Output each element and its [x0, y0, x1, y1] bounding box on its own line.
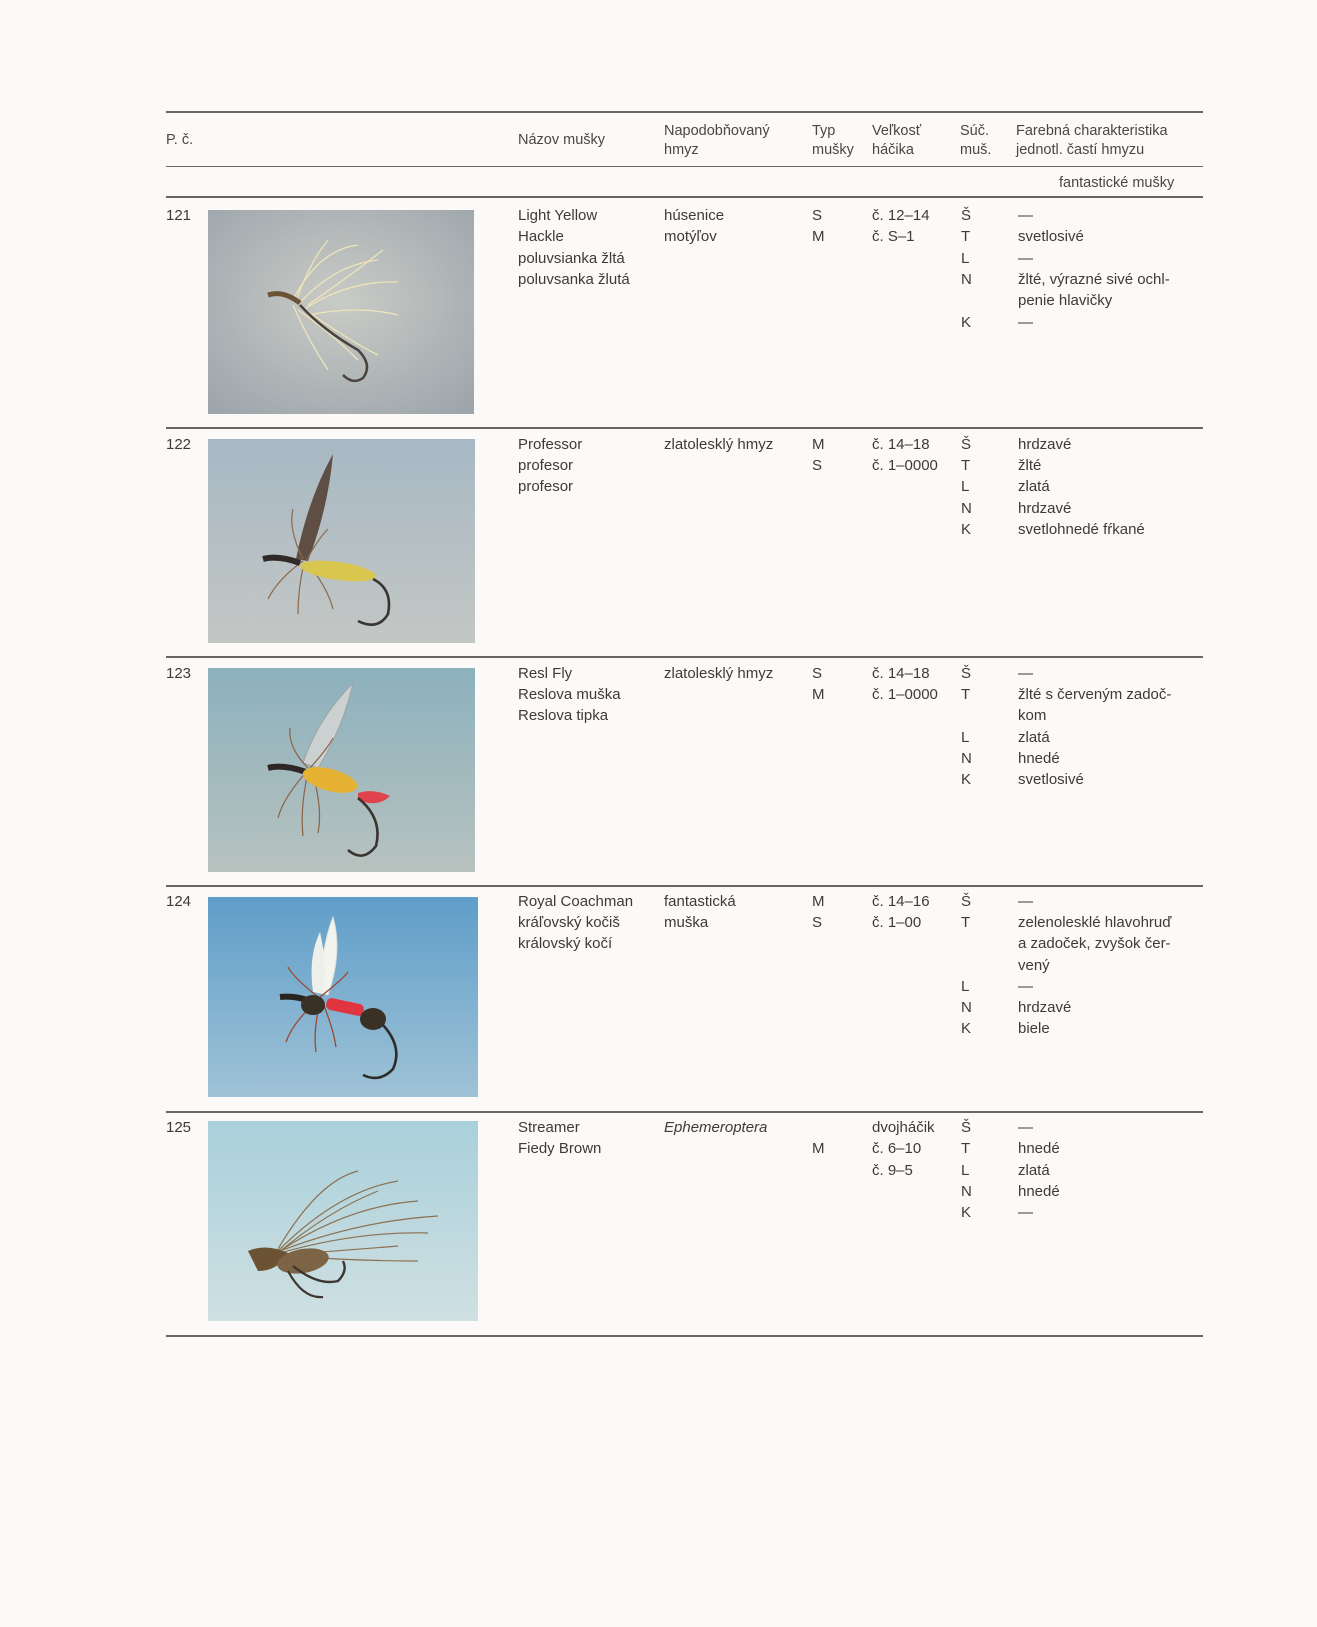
part-125-n: N — [961, 1183, 972, 1200]
header-part-1: Súč. — [960, 123, 990, 139]
part-121-l: L — [961, 250, 970, 267]
color-123-2: žlté s červeným zadoč- — [1018, 686, 1172, 703]
row-divider — [166, 656, 1203, 658]
fly-name-121-1: Light Yellow — [518, 207, 598, 224]
type-121-2: M — [812, 228, 825, 245]
fly-name-121-4: poluvsanka žlutá — [518, 271, 630, 288]
color-121-6: — — [1018, 314, 1033, 331]
row-divider — [166, 885, 1203, 887]
color-123-1: — — [1018, 665, 1033, 682]
color-124-3: a zadoček, zvyšok čer- — [1018, 935, 1171, 952]
row-divider — [166, 427, 1203, 429]
header-bottom-rule — [166, 166, 1203, 167]
color-121-5: penie hlavičky — [1018, 292, 1113, 309]
fly-photo-122 — [208, 439, 475, 643]
type-123-2: M — [812, 686, 825, 703]
part-122-k: K — [961, 521, 972, 538]
fly-photo-124 — [208, 897, 478, 1097]
part-121-k: K — [961, 314, 972, 331]
header-type-1: Typ — [812, 123, 836, 139]
color-121-1: — — [1018, 207, 1033, 224]
size-121-1: č. 12–14 — [872, 207, 930, 224]
part-125-s: Š — [961, 1119, 972, 1136]
fly-name-122-3: profesor — [518, 478, 574, 495]
color-124-6: hrdzavé — [1018, 999, 1072, 1016]
color-124-4: vený — [1018, 957, 1050, 974]
color-121-3: — — [1018, 250, 1033, 267]
insect-122-1: zlatolesklý hmyz — [664, 436, 774, 453]
color-125-4: hnedé — [1018, 1183, 1060, 1200]
color-122-5: svetlohnedé fŕkané — [1018, 521, 1145, 538]
type-122-1: M — [812, 436, 825, 453]
part-122-s: Š — [961, 436, 972, 453]
part-124-k: K — [961, 1020, 972, 1037]
row-number-123: 123 — [166, 665, 192, 682]
type-124-1: M — [812, 893, 825, 910]
color-123-6: svetlosivé — [1018, 771, 1084, 788]
part-125-k: K — [961, 1204, 972, 1221]
fly-name-124-3: královský kočí — [518, 935, 613, 952]
part-122-l: L — [961, 478, 970, 495]
part-123-k: K — [961, 771, 972, 788]
fly-name-125-2: Fiedy Brown — [518, 1140, 602, 1157]
part-122-n: N — [961, 500, 972, 517]
insect-124-1: fantastická — [664, 893, 736, 910]
table-bottom-rule — [166, 1335, 1203, 1337]
fly-name-125-1: Streamer — [518, 1119, 580, 1136]
size-121-2: č. S–1 — [872, 228, 915, 245]
color-125-5: — — [1018, 1204, 1033, 1221]
type-124-2: S — [812, 914, 823, 931]
size-125-3: č. 9–5 — [872, 1162, 913, 1179]
row-divider — [166, 1111, 1203, 1113]
header-size-2: háčika — [872, 142, 914, 158]
size-123-2: č. 1–0000 — [872, 686, 938, 703]
color-122-2: žlté — [1018, 457, 1042, 474]
fly-photo-123 — [208, 668, 475, 872]
fly-name-121-3: poluvsianka žltá — [518, 250, 625, 267]
part-125-t: T — [961, 1140, 971, 1157]
fly-name-123-2: Reslova muška — [518, 686, 621, 703]
color-124-2: zelenolesklé hlavohruď — [1018, 914, 1172, 931]
header-name: Názov mušky — [518, 132, 606, 148]
color-123-5: hnedé — [1018, 750, 1060, 767]
header-number: P. č. — [166, 132, 194, 148]
color-121-4: žlté, výrazné sivé ochl- — [1018, 271, 1170, 288]
color-124-7: biele — [1018, 1020, 1050, 1037]
color-123-3: kom — [1018, 707, 1047, 724]
size-124-2: č. 1–00 — [872, 914, 922, 931]
fly-name-121-2: Hackle — [518, 228, 564, 245]
size-125-2: č. 6–10 — [872, 1140, 922, 1157]
size-125-1: dvojháčik — [872, 1119, 935, 1136]
part-123-n: N — [961, 750, 972, 767]
header-insect-2: hmyz — [664, 142, 699, 158]
fly-name-123-1: Resl Fly — [518, 665, 573, 682]
type-122-2: S — [812, 457, 823, 474]
header-color-1: Farebná charakteristika — [1016, 123, 1168, 139]
type-123-1: S — [812, 665, 823, 682]
row-number-121: 121 — [166, 207, 192, 224]
part-124-n: N — [961, 999, 972, 1016]
section-rule — [166, 196, 1203, 198]
part-124-t: T — [961, 914, 971, 931]
color-125-1: — — [1018, 1119, 1033, 1136]
part-122-t: T — [961, 457, 971, 474]
header-size-1: Veľkosť — [872, 123, 922, 139]
fly-name-124-2: kráľovský kočiš — [518, 914, 620, 931]
size-122-2: č. 1–0000 — [872, 457, 938, 474]
fly-name-122-2: profesor — [518, 457, 574, 474]
part-124-l: L — [961, 978, 970, 995]
part-121-t: T — [961, 228, 971, 245]
type-125-1: M — [812, 1140, 825, 1157]
color-124-1: — — [1018, 893, 1033, 910]
color-125-3: zlatá — [1018, 1162, 1050, 1179]
part-124-s: Š — [961, 893, 972, 910]
insect-121-1: húsenice — [664, 207, 725, 224]
insect-124-2: muška — [664, 914, 709, 931]
fly-name-122-1: Professor — [518, 436, 583, 453]
section-label: fantastické mušky — [1059, 175, 1175, 191]
part-123-t: T — [961, 686, 971, 703]
insect-125-1: Ephemeroptera — [664, 1119, 768, 1136]
header-type-2: mušky — [812, 142, 854, 158]
size-124-1: č. 14–16 — [872, 893, 930, 910]
header-color-2: jednotl. častí hmyzu — [1016, 142, 1145, 158]
header-top-rule — [166, 111, 1203, 113]
fly-photo-125 — [208, 1121, 478, 1321]
color-122-4: hrdzavé — [1018, 500, 1072, 517]
header-insect-1: Napodobňovaný — [664, 123, 770, 139]
row-number-124: 124 — [166, 893, 192, 910]
color-122-3: zlatá — [1018, 478, 1050, 495]
part-123-l: L — [961, 729, 970, 746]
header-part-2: muš. — [960, 142, 992, 158]
fly-name-123-3: Reslova tipka — [518, 707, 609, 724]
insect-123-1: zlatolesklý hmyz — [664, 665, 774, 682]
insect-121-2: motýľov — [664, 228, 717, 245]
part-123-s: Š — [961, 665, 972, 682]
part-125-l: L — [961, 1162, 970, 1179]
part-121-s: Š — [961, 207, 972, 224]
color-124-5: — — [1018, 978, 1033, 995]
fly-photo-121 — [208, 210, 474, 414]
color-125-2: hnedé — [1018, 1140, 1060, 1157]
part-121-n: N — [961, 271, 972, 288]
color-123-4: zlatá — [1018, 729, 1050, 746]
fly-name-124-1: Royal Coachman — [518, 893, 634, 910]
row-number-122: 122 — [166, 436, 192, 453]
size-122-1: č. 14–18 — [872, 436, 930, 453]
type-121-1: S — [812, 207, 823, 224]
color-121-2: svetlosivé — [1018, 228, 1084, 245]
color-122-1: hrdzavé — [1018, 436, 1072, 453]
row-number-125: 125 — [166, 1119, 192, 1136]
size-123-1: č. 14–18 — [872, 665, 930, 682]
